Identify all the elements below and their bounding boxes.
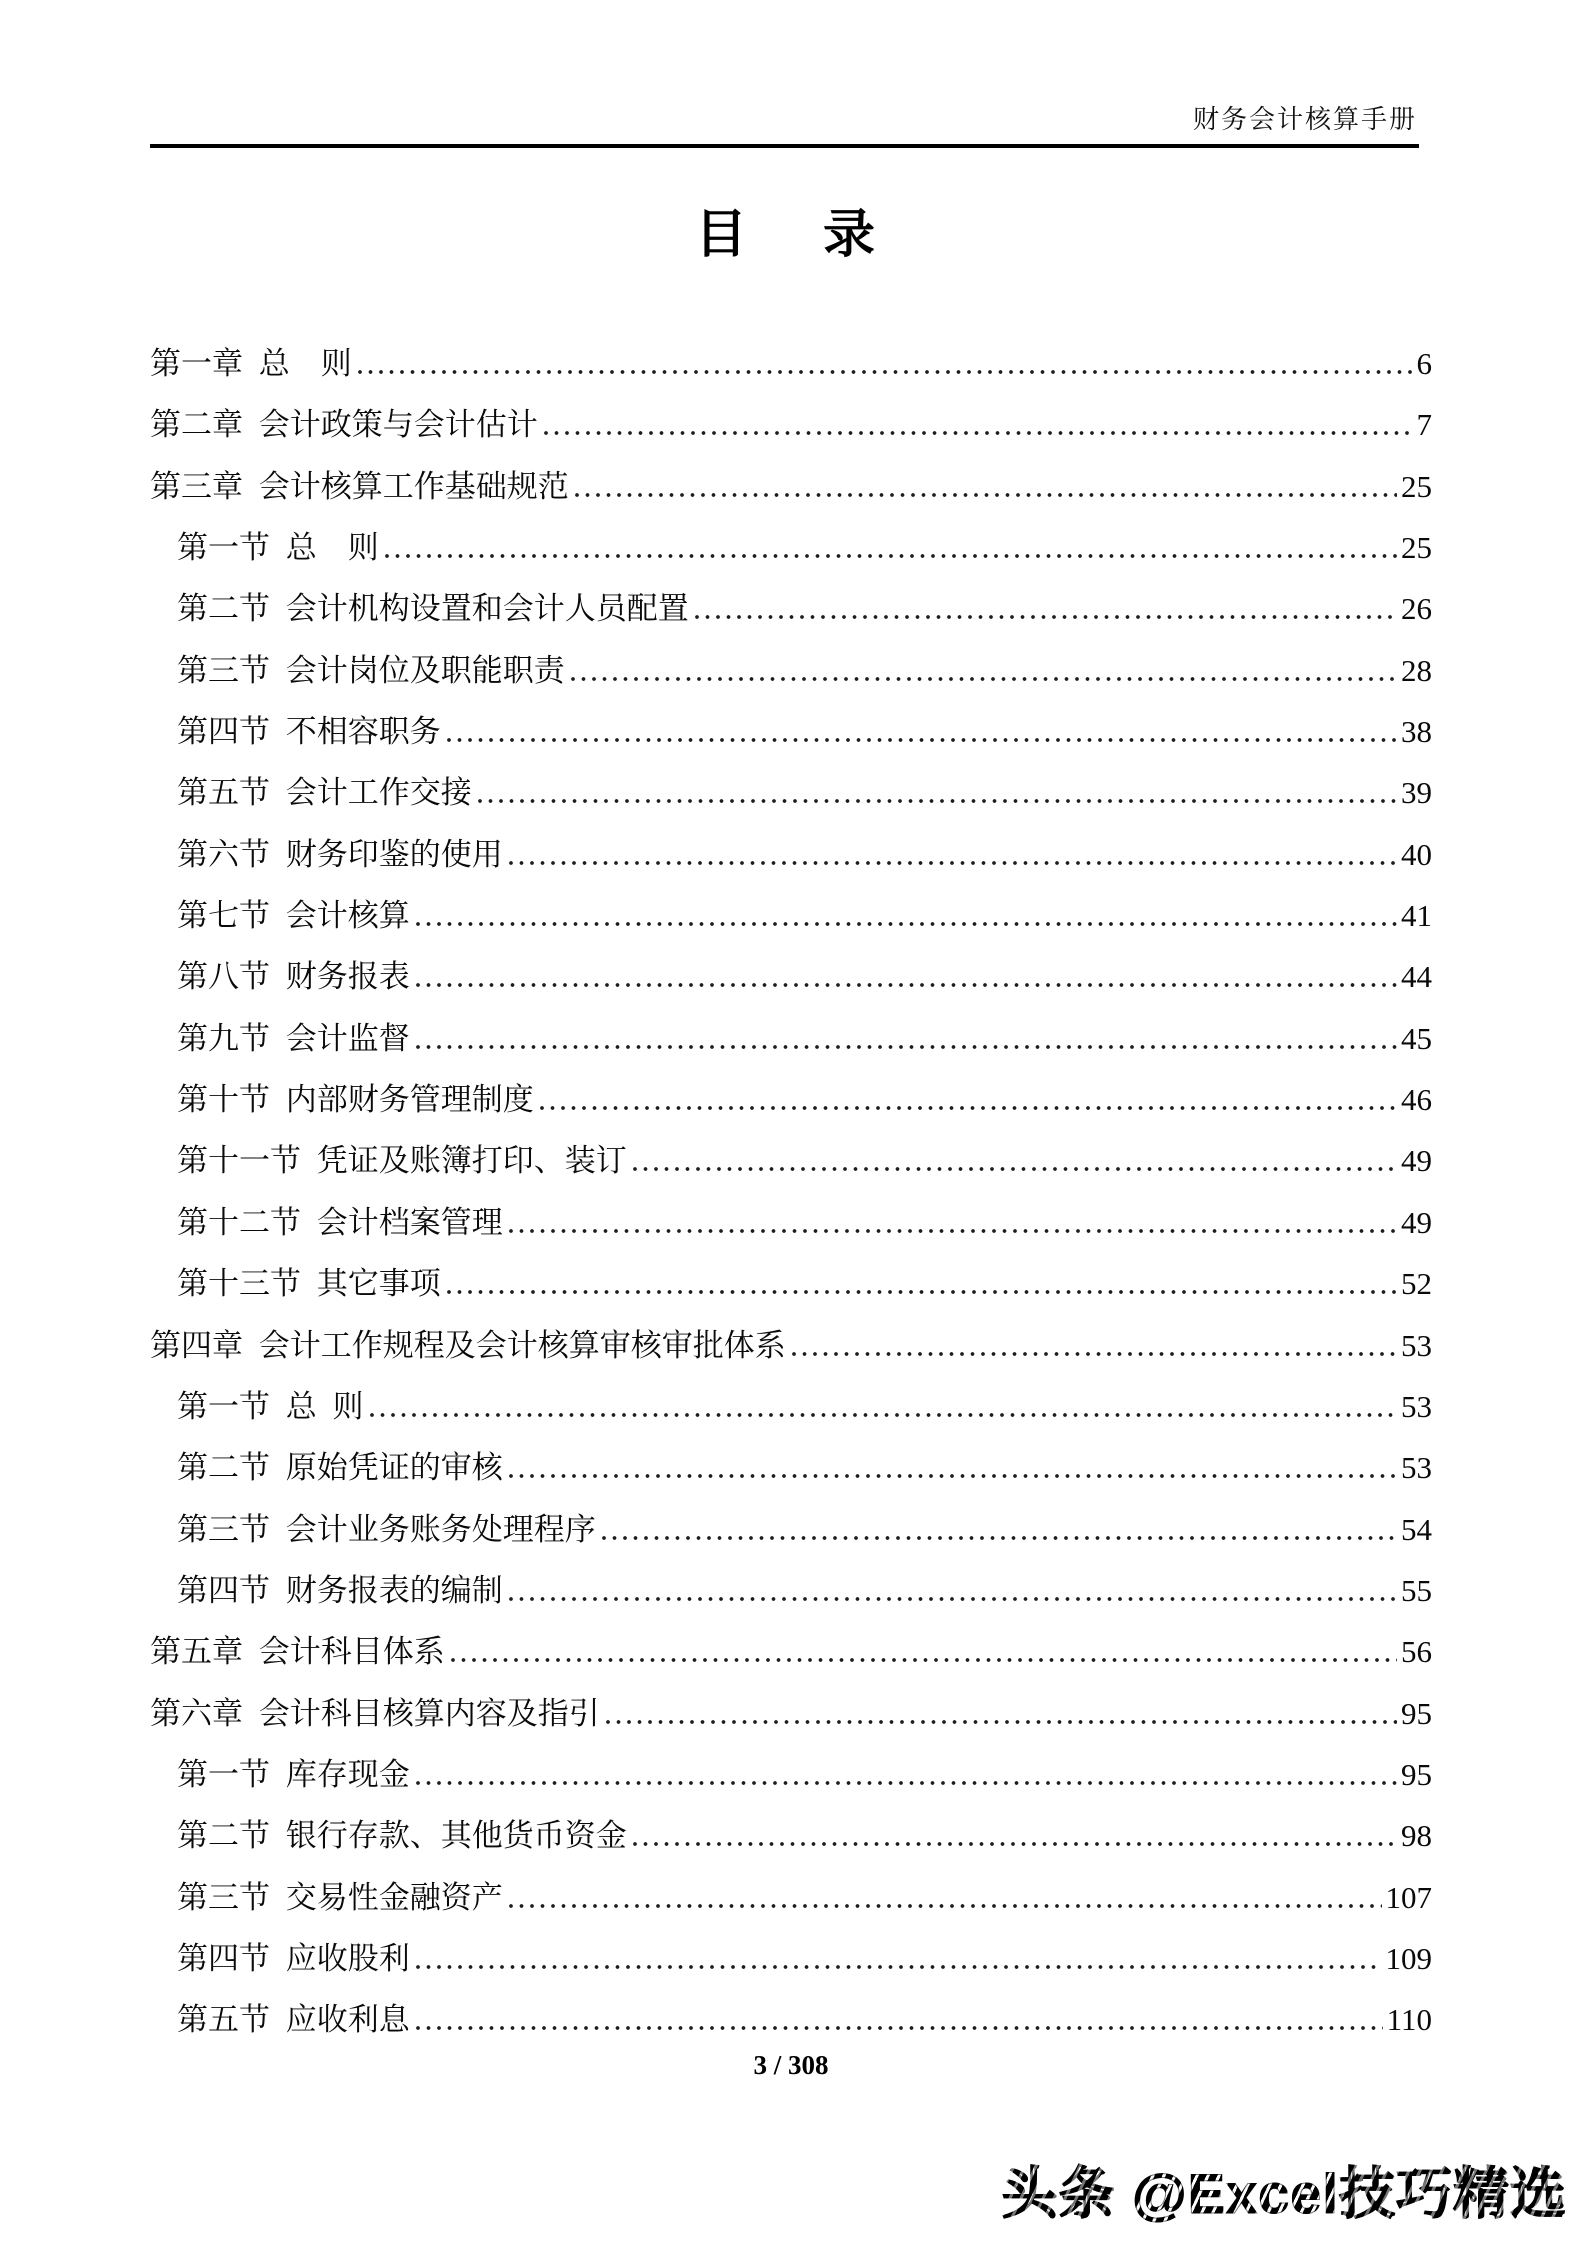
toc-entry-page-number: 49	[1401, 1143, 1432, 1179]
toc-entry-label: 第十二节 会计档案管理	[177, 1204, 503, 1240]
toc-entry-page-number: 95	[1401, 1756, 1432, 1792]
toc-entry	[150, 1069, 1432, 1130]
toc-entry-label: 第三节 会计岗位及职能职责	[177, 652, 565, 688]
toc-entry-page-number: 25	[1401, 530, 1432, 566]
toc-dot-leader	[509, 1229, 1397, 1233]
toc-entry	[150, 1683, 1432, 1744]
toc-entry-page-number: 109	[1385, 1940, 1432, 1976]
toc-dot-leader	[509, 1904, 1382, 1908]
toc-entry	[150, 1928, 1432, 1989]
toc-dot-leader	[575, 493, 1397, 497]
toc-entry-page-number: 39	[1401, 775, 1432, 811]
toc-entry	[150, 1253, 1432, 1314]
toc-entry-label: 第十一节 凭证及账簿打印、装订	[177, 1143, 627, 1179]
toc-entry-label: 第二节 原始凭证的审核	[177, 1450, 503, 1486]
toc-dot-leader	[370, 1413, 1398, 1417]
watermark-text: 头条 @Excel技巧精选	[1001, 2150, 1567, 2230]
toc-entry-label: 第六节 财务印鉴的使用	[177, 836, 503, 872]
toc-entry-page-number: 52	[1401, 1266, 1432, 1302]
toc-entry-label: 第七节 会计核算	[177, 898, 410, 934]
toc-entry-label: 第二节 会计机构设置和会计人员配置	[177, 591, 689, 627]
toc-dot-leader	[416, 2026, 1383, 2030]
toc-dot-leader	[695, 615, 1397, 619]
toc-entry	[150, 578, 1432, 639]
toc-entry	[150, 1130, 1432, 1191]
toc-dot-leader	[571, 677, 1397, 681]
toc-entry	[150, 1437, 1432, 1498]
toc-entry	[150, 333, 1432, 394]
toc-entry-label: 第九节 会计监督	[177, 1020, 410, 1056]
toc-entry	[150, 1499, 1432, 1560]
toc-dot-leader	[416, 1965, 1382, 1969]
toc-entry	[150, 1560, 1432, 1621]
toc-dot-leader	[606, 1720, 1397, 1724]
toc-entry-page-number: 53	[1401, 1450, 1432, 1486]
toc-dot-leader	[478, 799, 1397, 803]
toc-dot-leader	[540, 1106, 1397, 1110]
toc-dot-leader	[509, 1474, 1397, 1478]
toc-entry-page-number: 53	[1401, 1327, 1432, 1363]
toc-entry-page-number: 40	[1401, 836, 1432, 872]
toc-page-title: 目 录	[694, 207, 887, 264]
toc-dot-leader	[416, 1045, 1397, 1049]
toc-entry-label: 第八节 财务报表	[177, 959, 410, 995]
toc-entry	[150, 885, 1432, 946]
toc-entry-page-number: 44	[1401, 959, 1432, 995]
toc-entry-label: 第四节 应收股利	[177, 1940, 410, 1976]
toc-entry-page-number: 41	[1401, 898, 1432, 934]
toc-entry-label: 第一节 总 则	[177, 530, 379, 566]
running-header-title: 财务会计核算手册	[1192, 105, 1417, 134]
toc-dot-leader	[509, 861, 1397, 865]
toc-entry	[150, 1621, 1432, 1682]
toc-dot-leader	[358, 370, 1413, 374]
toc-entry-page-number: 7	[1416, 407, 1432, 443]
toc-entry-label: 第一节 总 则	[177, 1388, 364, 1424]
toc-entry	[150, 701, 1432, 762]
toc-dot-leader	[544, 431, 1413, 435]
toc-dot-leader	[447, 1290, 1397, 1294]
toc-dot-leader	[509, 1597, 1397, 1601]
toc-entry	[150, 394, 1432, 455]
toc-entry-label: 第四节 不相容职务	[177, 714, 441, 750]
toc-dot-leader	[633, 1842, 1397, 1846]
toc-entry	[150, 1989, 1432, 2050]
toc-entry-label: 第一章 总 则	[150, 346, 352, 381]
toc-dot-leader	[385, 554, 1397, 558]
toc-dot-leader	[416, 1781, 1397, 1785]
toc-entry	[150, 456, 1432, 517]
toc-entry-page-number: 26	[1401, 591, 1432, 627]
toc-entry-label: 第四章 会计工作规程及会计核算审核审批体系	[150, 1327, 786, 1363]
header-divider	[150, 144, 1419, 148]
toc-dot-leader	[416, 922, 1397, 926]
toc-entry	[150, 1376, 1432, 1437]
toc-dot-leader	[451, 1658, 1397, 1662]
toc-dot-leader	[416, 983, 1397, 987]
toc-entry	[150, 1192, 1432, 1253]
toc-entry-label: 第十节 内部财务管理制度	[177, 1082, 534, 1118]
toc-entry-label: 第二章 会计政策与会计估计	[150, 407, 538, 443]
toc-entry-page-number: 53	[1401, 1388, 1432, 1424]
toc-dot-leader	[792, 1352, 1397, 1356]
toc-entry-label: 第五节 应收利息	[177, 2002, 410, 2038]
toc-entry-label: 第六章 会计科目核算内容及指引	[150, 1695, 600, 1731]
toc-entry-page-number: 46	[1401, 1082, 1432, 1118]
toc-entry-page-number: 25	[1401, 468, 1432, 504]
toc-entry-page-number: 38	[1401, 714, 1432, 750]
toc-entry-label: 第一节 库存现金	[177, 1756, 410, 1792]
toc-entry-page-number: 110	[1386, 2002, 1432, 2038]
toc-list	[150, 333, 1432, 2051]
toc-entry-page-number: 45	[1401, 1020, 1432, 1056]
toc-entry-label: 第三章 会计核算工作基础规范	[150, 468, 569, 504]
toc-entry-page-number: 107	[1385, 1879, 1432, 1915]
toc-entry	[150, 1867, 1432, 1928]
toc-entry	[150, 1008, 1432, 1069]
toc-entry	[150, 762, 1432, 823]
page-number-indicator: 3 / 308	[753, 2050, 829, 2080]
toc-entry	[150, 824, 1432, 885]
toc-entry-label: 第四节 财务报表的编制	[177, 1572, 503, 1608]
toc-entry-page-number: 54	[1401, 1511, 1432, 1547]
toc-entry-label: 第五章 会计科目体系	[150, 1634, 445, 1670]
toc-entry	[150, 1315, 1432, 1376]
toc-entry	[150, 640, 1432, 701]
toc-entry	[150, 1805, 1432, 1866]
toc-entry-page-number: 49	[1401, 1204, 1432, 1240]
toc-dot-leader	[633, 1167, 1397, 1171]
toc-entry-label: 第二节 银行存款、其他货币资金	[177, 1818, 627, 1854]
toc-entry-page-number: 55	[1401, 1572, 1432, 1608]
toc-dot-leader	[447, 738, 1397, 742]
toc-entry-page-number: 56	[1401, 1634, 1432, 1670]
toc-entry-page-number: 95	[1401, 1695, 1432, 1731]
toc-entry-page-number: 28	[1401, 652, 1432, 688]
toc-entry	[150, 946, 1432, 1007]
toc-entry-label: 第五节 会计工作交接	[177, 775, 472, 811]
toc-dot-leader	[602, 1536, 1397, 1540]
toc-entry	[150, 517, 1432, 578]
toc-entry-page-number: 6	[1416, 346, 1432, 381]
toc-entry	[150, 1744, 1432, 1805]
toc-entry-label: 第十三节 其它事项	[177, 1266, 441, 1302]
toc-entry-label: 第三节 交易性金融资产	[177, 1879, 503, 1915]
toc-entry-label: 第三节 会计业务账务处理程序	[177, 1511, 596, 1547]
toc-entry-page-number: 98	[1401, 1818, 1432, 1854]
